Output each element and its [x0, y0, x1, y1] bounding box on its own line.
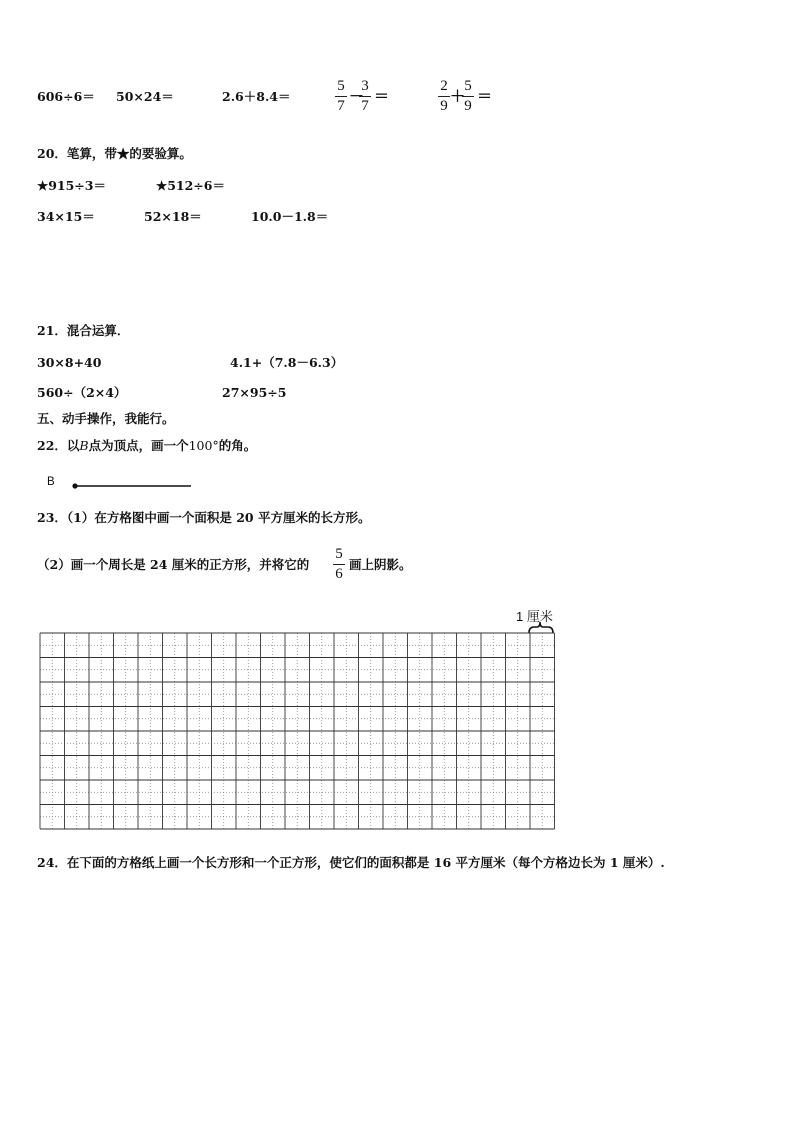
equals: ＝	[477, 87, 493, 105]
q22-text-post: 的角。	[218, 438, 257, 453]
q23-part2-post: 画上阴影。	[349, 557, 412, 572]
q21-title: 21．混合运算．	[37, 323, 130, 338]
numerator: 5	[335, 546, 343, 562]
numerator: 3	[361, 78, 369, 94]
ray-from-b	[70, 480, 200, 492]
q22-text-pre: 22．以	[37, 438, 80, 453]
numerator: 5	[337, 78, 345, 94]
denominator: 9	[464, 98, 472, 114]
equals: ＝	[374, 87, 390, 105]
expr-2-6-plus-8-4: 2.6＋8.4＝	[222, 89, 291, 104]
denominator: 9	[440, 98, 448, 114]
unit-label: 1 厘米	[516, 609, 553, 624]
q23-part1: 23．（1）在方格图中画一个面积是 20 平方厘米的长方形。	[37, 510, 371, 525]
q21-expr-d: 27×95÷5	[222, 385, 287, 400]
q22-point: B	[79, 438, 89, 453]
expr-50-times-24: 50×24＝	[116, 89, 174, 104]
numerator: 5	[464, 78, 472, 94]
q22-angle: 100°	[188, 438, 219, 453]
q24-text: 24．在下面的方格纸上画一个长方形和一个正方形，使它们的面积都是 16 平方厘米（每个方格边长为 1 厘米）.	[37, 855, 665, 870]
q20-expr-c: 34×15＝	[37, 209, 95, 224]
fraction-5-9	[462, 79, 474, 114]
denominator: 6	[335, 566, 343, 582]
q22-text	[37, 438, 256, 454]
q23-part2-pre: （2）画一个周长是 24 厘米的正方形，并将它的	[37, 557, 310, 572]
point-b-label: B	[47, 476, 55, 488]
fraction-2-9	[438, 79, 450, 114]
operator: －	[349, 87, 365, 105]
fraction-5-7	[335, 79, 347, 114]
q21-expr-a: 30×8+40	[37, 355, 102, 370]
q20-expr-a: ★915÷3＝	[37, 178, 106, 193]
denominator: 7	[361, 98, 369, 114]
q20-expr-e: 10.0－1.8＝	[251, 209, 329, 224]
numerator: 2	[440, 78, 448, 94]
operator: ＋	[450, 87, 466, 105]
q20-expr-b: ★512÷6＝	[156, 178, 225, 193]
q21-expr-b: 4.1+（7.8－6.3）	[230, 355, 344, 370]
q21-expr-c: 560÷（2×4）	[37, 385, 127, 400]
q20-expr-d: 52×18＝	[144, 209, 202, 224]
q22-text-mid: 点为顶点，画一个	[88, 438, 189, 453]
square-grid[interactable]	[39, 632, 556, 834]
fraction-3-7	[359, 79, 371, 114]
denominator: 7	[337, 98, 345, 114]
fraction-5-6	[333, 547, 345, 582]
section-5-heading: 五、动手操作，我能行。	[37, 411, 175, 426]
expr-606-div-6: 606÷6＝	[37, 89, 95, 104]
q20-title: 20．笔算，带★的要验算。	[37, 146, 192, 161]
